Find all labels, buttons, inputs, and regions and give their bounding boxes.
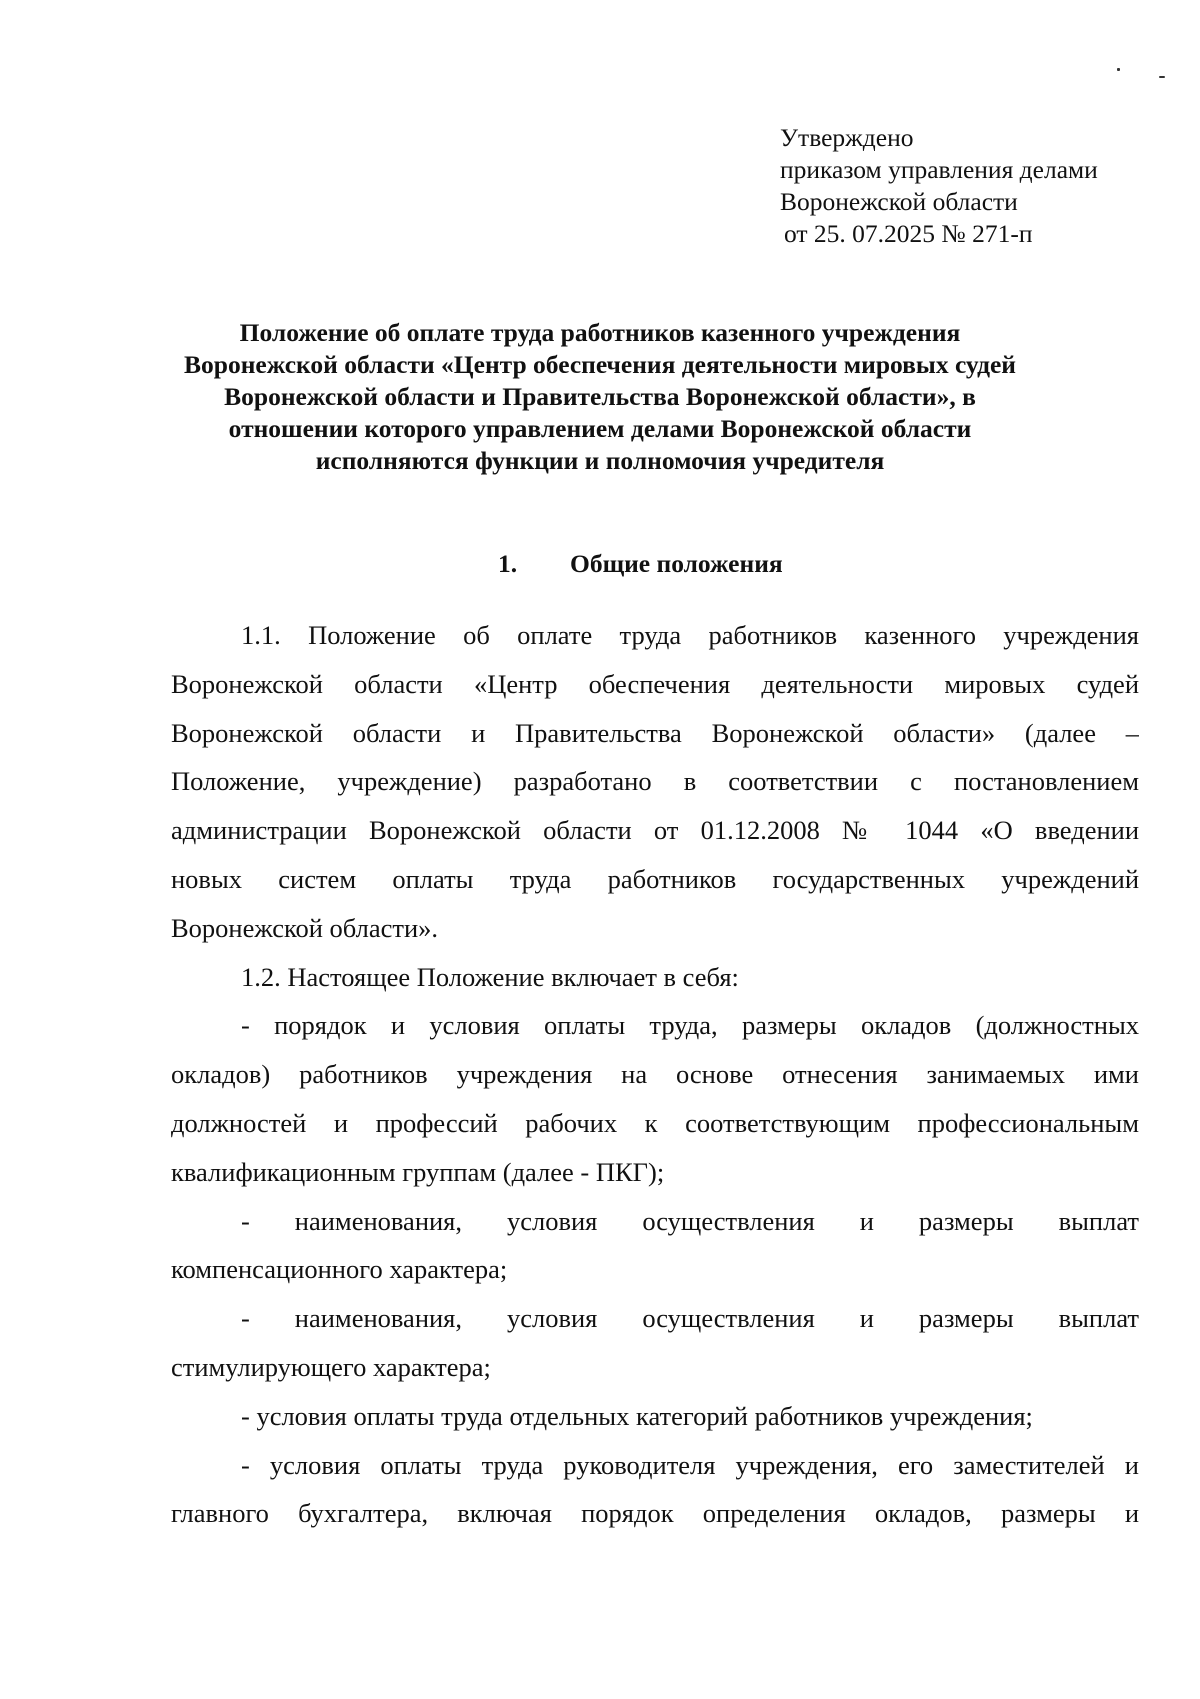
paragraph-6-line-1: - условия оплаты труда отдельных категорий работников учреждения;	[241, 1400, 1033, 1431]
paragraph-1-line-4: Положение, учреждение) разработано в соответствии с постановлением	[171, 766, 1139, 797]
approval-line-2: приказом управления делами	[780, 155, 1098, 184]
paragraph-3-line-2: окладов) работников учреждения на основе отнесения занимаемых ими	[171, 1059, 1139, 1090]
paragraph-7-line-1: - условия оплаты труда руководителя учреждения, его заместителей и	[241, 1449, 1139, 1480]
paragraph-1-line-5: администрации Воронежской области от 01.12.2008 № 1044 «О введении	[171, 815, 1139, 846]
paragraph-2-line-1: 1.2. Настоящее Положение включает в себя:	[241, 961, 739, 992]
title-line-1: Положение об оплате труда работников казенного учреждения	[239, 318, 961, 347]
document-body	[171, 611, 1139, 1538]
scan-dash	[1159, 76, 1165, 78]
paragraph-1-line-7: Воронежской области».	[171, 912, 439, 943]
paragraph-3-line-3: должностей и профессий рабочих к соответствующим профессиональным	[171, 1107, 1139, 1138]
paragraph-1-line-1: 1.1. Положение об оплате труда работников казенного учреждения	[241, 620, 1139, 650]
paragraph-5-line-1: - наименования, условия осуществления и размеры выплат	[241, 1303, 1139, 1334]
title-line-2: Воронежской области «Центр обеспечения деятельности мировых судей	[184, 350, 1016, 379]
approval-line-4: от 25. 07.2025 № 271-п	[784, 219, 1033, 248]
scan-artifacts	[1117, 68, 1177, 88]
document-title	[150, 317, 1050, 477]
approval-stamp-block	[780, 122, 1160, 250]
paragraph-3-line-1: - порядок и условия оплаты труда, размеры окладов (должностных	[241, 1010, 1139, 1041]
title-line-5: исполняются функции и полномочия учредителя	[315, 446, 885, 475]
section-heading	[498, 548, 783, 580]
scan-dot	[1117, 68, 1120, 71]
section-number: 1.	[498, 549, 518, 578]
paragraph-3-line-4: квалификационным группам (далее - ПКГ);	[171, 1156, 665, 1187]
paragraph-5-line-2: стимулирующего характера;	[171, 1351, 491, 1382]
approval-line-3: Воронежской области	[780, 187, 1018, 216]
paragraph-1-line-2: Воронежской области «Центр обеспечения деятельности мировых судей	[171, 668, 1139, 699]
section-title: Общие положения	[570, 549, 783, 578]
paragraph-7-line-2: главного бухгалтера, включая порядок определения окладов, размеры и	[171, 1498, 1139, 1529]
paragraph-1-line-6: новых систем оплаты труда работников государственных учреждений	[171, 863, 1139, 894]
paragraph-4-line-1: - наименования, условия осуществления и размеры выплат	[241, 1205, 1139, 1236]
approval-line-1: Утверждено	[780, 123, 914, 152]
title-line-3: Воронежской области и Правительства Воронежской области», в	[224, 382, 976, 411]
paragraph-4-line-2: компенсационного характера;	[171, 1254, 508, 1285]
paragraph-1-line-3: Воронежской области и Правительства Воронежской области» (далее –	[171, 717, 1139, 748]
title-line-4: отношении которого управлением делами Воронежской области	[228, 414, 972, 443]
